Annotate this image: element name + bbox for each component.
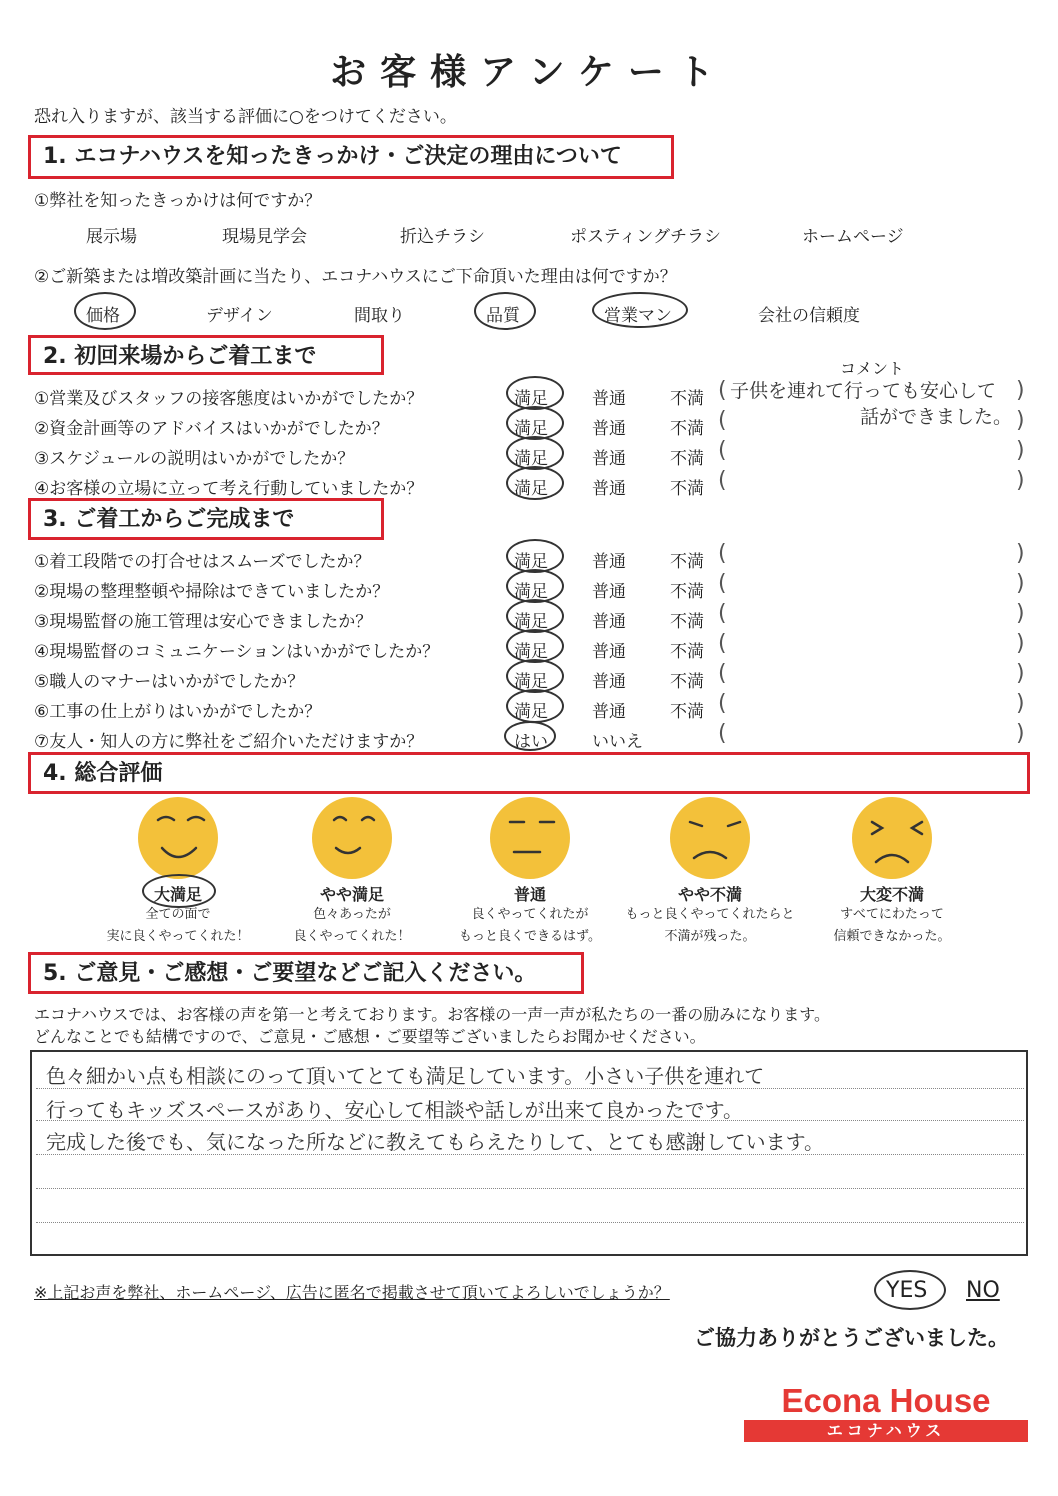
- face-desc: 良くやってくれた！: [293, 929, 411, 944]
- comment-bracket-left: (: [718, 408, 727, 433]
- face-desc: もっと良くやってくれたらと: [625, 907, 795, 922]
- rating-satisfied[interactable]: 満足: [514, 552, 548, 572]
- page-title: お客様アンケート: [330, 52, 728, 93]
- comment-bracket-right: ): [1016, 408, 1025, 433]
- rating-normal[interactable]: 普通: [592, 582, 626, 602]
- handwritten-line: 色々細かい点も相談にのって頂いてとても満足しています。小さい子供を連れて: [46, 1064, 765, 1088]
- consent-yes[interactable]: YES: [886, 1278, 928, 1303]
- comment-bracket-right: ): [1016, 468, 1025, 493]
- logo-top: Econa House: [744, 1382, 1028, 1420]
- rating-normal[interactable]: 普通: [592, 389, 626, 409]
- section1-heading: 1. エコナハウスを知ったきっかけ・ご決定の理由について: [28, 135, 674, 179]
- face-label: 普通: [513, 885, 546, 904]
- consent-question: ※上記お声を弊社、ホームページ、広告に匿名で掲載させて頂いてよろしいでしょうか？: [34, 1283, 670, 1302]
- s1-question2: ②ご新築または増改築計画に当たり、エコナハウスにご下命頂いた理由は何ですか？: [34, 267, 677, 287]
- rating-unsatisfied[interactable]: 不満: [670, 612, 704, 632]
- face-label: やや不満: [677, 885, 742, 904]
- handwritten-line: 完成した後でも、気になった所などに教えてもらえたりして、とても感謝しています。: [46, 1130, 824, 1154]
- rating-unsatisfied[interactable]: 不満: [670, 389, 704, 409]
- section4-heading: 4. 総合評価: [28, 752, 1030, 794]
- s1-q1-option[interactable]: ホームページ: [802, 227, 904, 247]
- rating-unsatisfied[interactable]: 不満: [670, 419, 704, 439]
- s3-question: ③現場監督の施工管理は安心できましたか？: [34, 612, 373, 632]
- rating-satisfied[interactable]: 満足: [514, 389, 548, 409]
- face-label: 大変不満: [859, 885, 924, 904]
- face-desc: 色々あったが: [313, 907, 391, 922]
- s3-question: ⑤職人のマナーはいかがでしたか？: [34, 672, 305, 692]
- comment-bracket-right: ): [1016, 378, 1025, 403]
- s3-question: ②現場の整理整頓や掃除はできていましたか？: [34, 582, 390, 602]
- s1-q2-option[interactable]: 品質: [486, 306, 520, 326]
- comment-bracket-left: (: [718, 468, 727, 493]
- rating-normal[interactable]: 普通: [592, 672, 626, 692]
- s1-q2-option[interactable]: 営業マン: [604, 306, 672, 326]
- comment-bracket-right: ): [1016, 541, 1025, 566]
- comment-label: コメント: [840, 359, 905, 378]
- s2-question: ①営業及びスタッフの接客態度はいかがでしたか？: [34, 389, 424, 409]
- rating-satisfied[interactable]: 満足: [514, 642, 548, 662]
- rating-normal[interactable]: 普通: [592, 642, 626, 662]
- face-desc: もっと良くできるはず。: [459, 929, 601, 944]
- econa-house-logo: [744, 1382, 1028, 1444]
- comment-bracket-left: (: [718, 691, 727, 716]
- s1-q1-option[interactable]: 折込チラシ: [400, 227, 485, 247]
- rating-normal[interactable]: 普通: [592, 449, 626, 469]
- answer-yes[interactable]: はい: [514, 732, 548, 752]
- s1-q1-option[interactable]: 現場見学会: [222, 227, 307, 247]
- face-label: やや満足: [319, 885, 384, 904]
- rating-normal[interactable]: 普通: [592, 612, 626, 632]
- rating-unsatisfied[interactable]: 不満: [670, 672, 704, 692]
- answer-no[interactable]: いいえ: [592, 732, 643, 752]
- comment-bracket-right: ): [1016, 571, 1025, 596]
- comment-bracket-left: (: [718, 438, 727, 463]
- rating-normal[interactable]: 普通: [592, 702, 626, 722]
- comment-bracket-right: ): [1016, 661, 1025, 686]
- s1-q2-option[interactable]: 会社の信頼度: [758, 306, 860, 326]
- logo-bottom: エコナハウス: [744, 1420, 1028, 1442]
- section5-heading: 5. ご意見・ご感想・ご要望などご記入ください。: [28, 952, 584, 994]
- rating-normal[interactable]: 普通: [592, 419, 626, 439]
- intro-text: 恐れ入りますが、該当する評価に○をつけてください。: [34, 107, 457, 127]
- thanks-message: ご協力ありがとうございました。: [694, 1326, 1009, 1350]
- rating-normal[interactable]: 普通: [592, 479, 626, 499]
- face-desc: 良くやってくれたが: [471, 907, 589, 922]
- rating-unsatisfied[interactable]: 不満: [670, 582, 704, 602]
- comment-bracket-left: (: [718, 721, 727, 746]
- comment-bracket-left: (: [718, 571, 727, 596]
- handwritten-comment: 話ができました。: [860, 406, 1013, 428]
- handwritten-comment: 子供を連れて行っても安心して: [730, 380, 997, 402]
- comment-bracket-right: ): [1016, 438, 1025, 463]
- face-desc: 信頼できなかった。: [833, 929, 951, 944]
- s3-question: ⑥工事の仕上がりはいかがでしたか？: [34, 702, 322, 722]
- comment-bracket-left: (: [718, 631, 727, 656]
- s2-question: ③スケジュールの説明はいかがでしたか？: [34, 449, 355, 469]
- rating-normal[interactable]: 普通: [592, 552, 626, 572]
- dotted-line: [36, 1222, 1024, 1223]
- rating-unsatisfied[interactable]: 不満: [670, 552, 704, 572]
- rating-satisfied[interactable]: 満足: [514, 419, 548, 439]
- consent-no[interactable]: NO: [966, 1278, 1000, 1303]
- face-desc: すべてにわたって: [840, 907, 944, 922]
- s1-q2-option[interactable]: 間取り: [354, 306, 405, 326]
- s1-q1-option[interactable]: 展示場: [86, 227, 137, 247]
- face-label: 大満足: [153, 885, 202, 904]
- s5-instruction: どんなことでも結構ですので、ご意見・ご感想・ご要望等ございましたらお聞かせください。: [34, 1027, 706, 1046]
- rating-unsatisfied[interactable]: 不満: [670, 479, 704, 499]
- face-desc: 全ての面で: [145, 907, 211, 922]
- s3-question: ①着工段階での打合せはスムーズでしたか？: [34, 552, 371, 572]
- comment-bracket-left: (: [718, 661, 727, 686]
- rating-satisfied[interactable]: 満足: [514, 479, 548, 499]
- handwritten-line: 行ってもキッズスペースがあり、安心して相談や話しが出来て良かったです。: [46, 1098, 743, 1122]
- rating-satisfied[interactable]: 満足: [514, 672, 548, 692]
- section2-heading: 2. 初回来場からご着工まで: [28, 335, 384, 375]
- face-desc: 実に良くやってくれた！: [106, 929, 250, 944]
- rating-unsatisfied[interactable]: 不満: [670, 449, 704, 469]
- s1-q2-option[interactable]: デザイン: [206, 306, 273, 326]
- comment-bracket-left: (: [718, 378, 727, 403]
- comment-bracket-right: ): [1016, 721, 1025, 746]
- s2-question: ②資金計画等のアドバイスはいかがでしたか？: [34, 419, 389, 439]
- rating-satisfied[interactable]: 満足: [514, 702, 548, 722]
- s1-q2-option[interactable]: 価格: [86, 306, 120, 326]
- rating-satisfied[interactable]: 満足: [514, 612, 548, 632]
- rating-unsatisfied[interactable]: 不満: [670, 702, 704, 722]
- s1-q1-option[interactable]: ポスティングチラシ: [570, 227, 721, 247]
- s5-instruction: エコナハウスでは、お客様の声を第一と考えております。お客様の一声一声が私たちの一番の励みになります。: [34, 1005, 831, 1024]
- section3-heading: 3. ご着工からご完成まで: [28, 498, 384, 540]
- rating-satisfied[interactable]: 満足: [514, 449, 548, 469]
- dotted-line: [36, 1188, 1024, 1189]
- s2-question: ④お客様の立場に立って考え行動していましたか？: [34, 479, 424, 499]
- comment-bracket-right: ): [1016, 631, 1025, 656]
- selection-circle: [142, 874, 216, 908]
- s3-question: ⑦友人・知人の方に弊社をご紹介いただけますか？: [34, 732, 424, 752]
- comment-bracket-right: ): [1016, 601, 1025, 626]
- comment-bracket-left: (: [718, 601, 727, 626]
- s1-question1: ①弊社を知ったきっかけは何ですか？: [34, 191, 322, 211]
- face-desc: 不満が残った。: [664, 929, 756, 944]
- selection-circle: [874, 1270, 946, 1310]
- rating-satisfied[interactable]: 満足: [514, 582, 548, 602]
- s3-question: ④現場監督のコミュニケーションはいかがでしたか？: [34, 642, 440, 662]
- rating-unsatisfied[interactable]: 不満: [670, 642, 704, 662]
- comment-bracket-right: ): [1016, 691, 1025, 716]
- comment-bracket-left: (: [718, 541, 727, 566]
